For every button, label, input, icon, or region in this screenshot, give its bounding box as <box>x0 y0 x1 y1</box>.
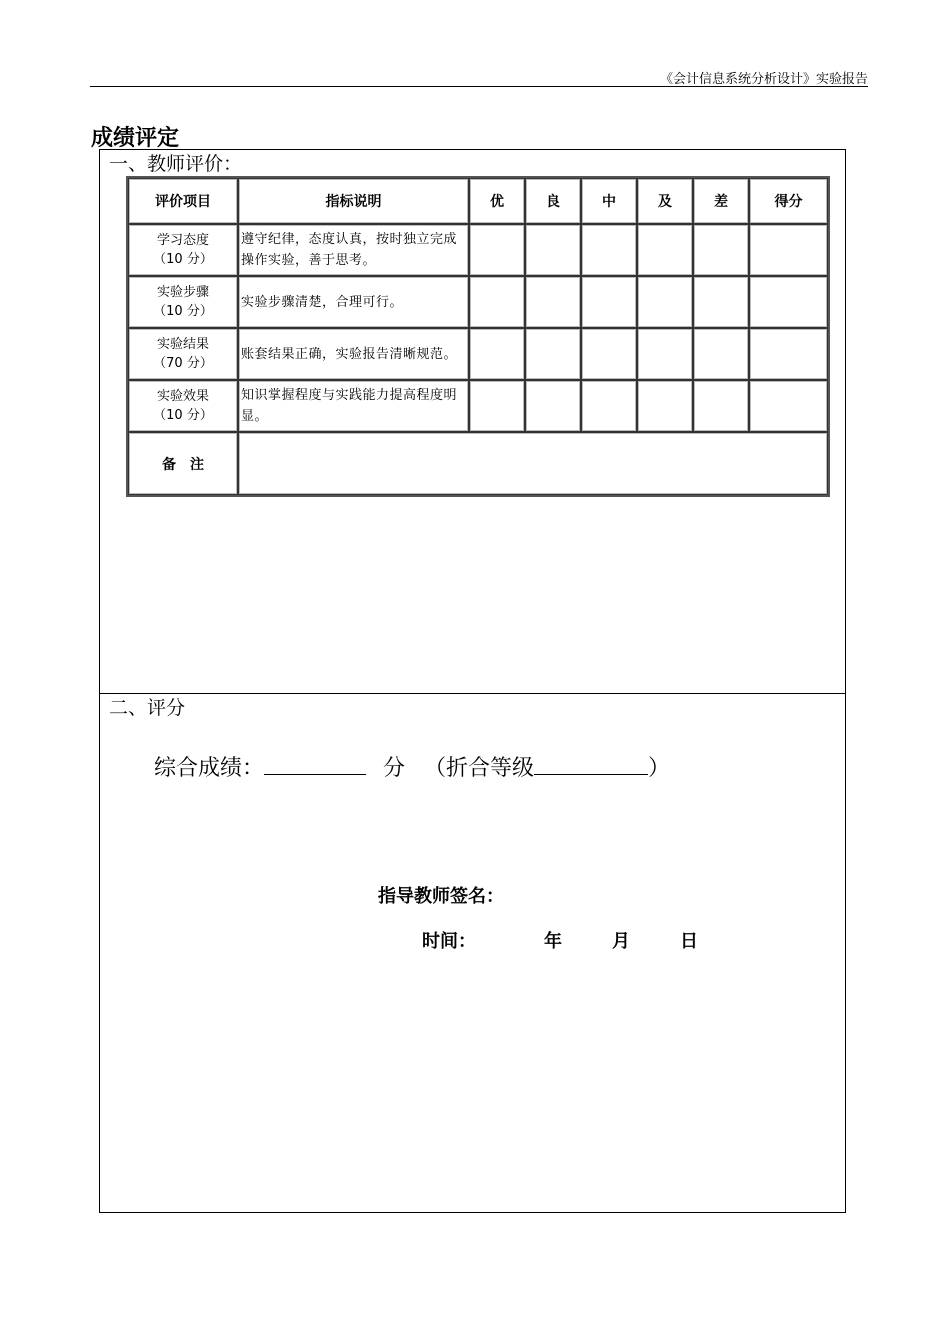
rating-cell-average[interactable] <box>581 328 637 380</box>
column-header: 中 <box>581 178 637 224</box>
table-row <box>128 224 828 276</box>
rating-cell-pass[interactable] <box>637 328 693 380</box>
rating-cell-pass[interactable] <box>637 380 693 432</box>
rating-cell-poor[interactable] <box>693 224 749 276</box>
criterion-cell <box>128 276 238 328</box>
column-header: 指标说明 <box>238 178 469 224</box>
remark-field[interactable] <box>238 432 828 495</box>
page-title: 成绩评定 <box>91 126 180 151</box>
criterion-cell <box>128 224 238 276</box>
criterion-name: 实验步骤 <box>156 285 209 300</box>
rating-cell-average[interactable] <box>581 224 637 276</box>
section-two-heading: 二、评分 <box>109 697 186 719</box>
score-cell[interactable] <box>749 224 828 276</box>
rating-cell-good[interactable] <box>525 276 581 328</box>
frame-divider <box>100 693 845 694</box>
rating-cell-average[interactable] <box>581 276 637 328</box>
remark-row <box>128 432 828 495</box>
table-row <box>128 380 828 432</box>
rating-cell-poor[interactable] <box>693 328 749 380</box>
criterion-points: （10 分） <box>153 408 213 423</box>
rating-cell-good[interactable] <box>525 224 581 276</box>
criterion-description: 知识掌握程度与实践能力提高程度明显。 <box>238 380 469 432</box>
rating-cell-pass[interactable] <box>637 276 693 328</box>
criterion-name: 学习态度 <box>156 233 209 248</box>
rating-cell-poor[interactable] <box>693 380 749 432</box>
rating-cell-excellent[interactable] <box>469 328 525 380</box>
rating-cell-good[interactable] <box>525 380 581 432</box>
rating-cell-good[interactable] <box>525 328 581 380</box>
grade-open: （折合等级 <box>424 756 535 781</box>
column-header: 优 <box>469 178 525 224</box>
header-rule <box>90 86 868 87</box>
rating-cell-excellent[interactable] <box>469 380 525 432</box>
score-unit: 分 <box>383 756 406 781</box>
score-line <box>154 751 670 782</box>
table-header-row <box>128 178 828 224</box>
criterion-description: 账套结果正确，实验报告清晰规范。 <box>238 328 469 380</box>
criterion-cell <box>128 380 238 432</box>
criterion-points: （10 分） <box>153 304 213 319</box>
rating-cell-poor[interactable] <box>693 276 749 328</box>
column-header: 及 <box>637 178 693 224</box>
table-row <box>128 276 828 328</box>
time-label: 时间： <box>422 931 476 952</box>
grade-close: ） <box>648 756 671 781</box>
score-cell[interactable] <box>749 276 828 328</box>
criterion-cell <box>128 328 238 380</box>
score-cell[interactable] <box>749 380 828 432</box>
rating-cell-pass[interactable] <box>637 224 693 276</box>
column-header: 良 <box>525 178 581 224</box>
column-header: 差 <box>693 178 749 224</box>
criterion-points: （70 分） <box>153 356 213 371</box>
column-header: 评价项目 <box>128 178 238 224</box>
day-label: 日 <box>680 931 698 952</box>
remark-label: 备 注 <box>128 432 238 495</box>
table-row <box>128 328 828 380</box>
year-label: 年 <box>544 931 562 952</box>
grade-blank[interactable] <box>534 756 648 775</box>
criterion-points: （10 分） <box>153 252 213 267</box>
criterion-name: 实验结果 <box>156 337 209 352</box>
signature-label: 指导教师签名： <box>378 886 504 907</box>
running-header: 《会计信息系统分析设计》实验报告 <box>659 72 868 87</box>
evaluation-table <box>126 176 830 497</box>
rating-cell-excellent[interactable] <box>469 276 525 328</box>
section-one-heading: 一、教师评价： <box>109 153 243 175</box>
month-label: 月 <box>612 931 630 952</box>
column-header: 得分 <box>749 178 828 224</box>
score-blank[interactable] <box>264 756 366 775</box>
criterion-description: 遵守纪律，态度认真，按时独立完成操作实验，善于思考。 <box>238 224 469 276</box>
score-label: 综合成绩： <box>154 756 265 781</box>
criterion-name: 实验效果 <box>156 389 209 404</box>
rating-cell-average[interactable] <box>581 380 637 432</box>
criterion-description: 实验步骤清楚，合理可行。 <box>238 276 469 328</box>
score-cell[interactable] <box>749 328 828 380</box>
rating-cell-excellent[interactable] <box>469 224 525 276</box>
